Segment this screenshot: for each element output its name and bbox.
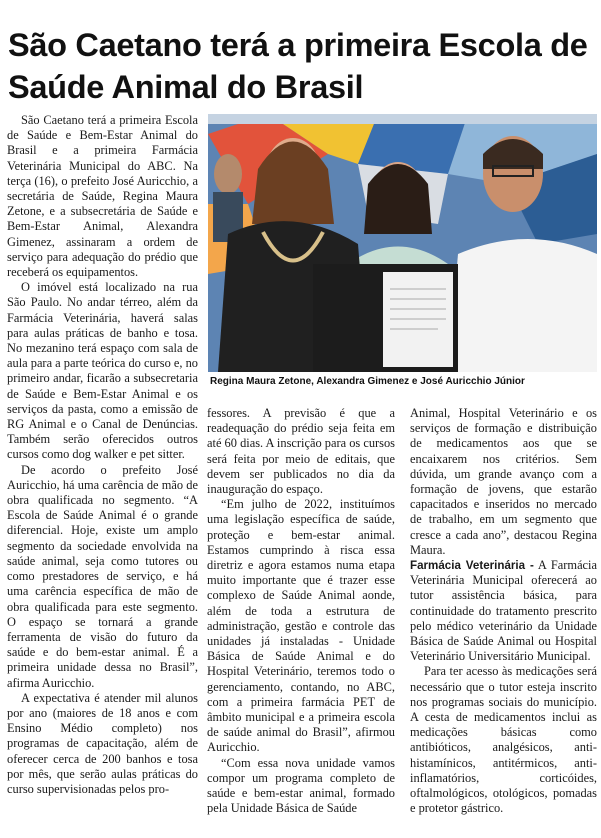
photo-illustration: [208, 114, 597, 372]
paragraph: Animal, Hospital Veterinário e os serviços de formação e distribuição de medicamentos aos que se encaixarem nos critérios. Sem dúvida, um grande avanço com a formação de jovens, que estarão capacitados e inseridos no mercado de trabalho, em um segmento que cresce a cada ano”, destacou Regina Maura.: [410, 406, 597, 557]
article-column-2: [207, 406, 395, 816]
article-column-1: [7, 113, 198, 797]
paragraph: “Com essa nova unidade vamos compor um programa completo de saúde e bem-estar animal, formado pela Unidade Básica de Saúde: [207, 755, 395, 816]
paragraph: Para ter acesso às medicações será necessário que o tutor esteja inscrito nos programas sociais do município. A cesta de medicamentos inclui as medicações básicas como antibióticos, analgésicos, anti-histamínicos, antitérmicos, anti-inflamatórios, corticóides, oftalmológicos, otológicos, pomadas e protetor gástrico.: [410, 664, 597, 816]
section-lead: Farmácia Veterinária -: [410, 559, 534, 573]
paragraph: De acordo o prefeito José Auricchio, há uma carência de mão de obra qualificada no segmento. “A Escola de Saúde Animal é o grande diferencial. Hoje, existe um amplo segmento da sociedade envolvida na saúde animal, seja como tutores ou como prestadores de serviço, e há uma carência específica de mão de obra qualificada para este segmento. O espaço se tornará a grande ferramenta de visão do futuro da saúde e do bem-estar animal. É a primeira unidade dessa no Brasil”, afirma Auricchio.: [7, 462, 198, 690]
paragraph: O imóvel está localizado na rua São Paulo. No andar térreo, além da Farmácia Veterinária, haverá salas para aulas práticas de banho e tosa. No mezanino terá espaço com sala de aula para a parte teórica do curso e, no primeiro andar, ficarão a subsecretaria de Saúde e Bem-Estar Animal e os serviços da pasta, como a emissão de RG Animal e o Canal de Denúncias. Também serão oferecidos outros cursos como dog walker e pet sitter.: [7, 280, 198, 462]
section-lead-text: A Farmácia Veterinária Municipal oferecerá ao tutor assistência básica, para continuidade do tratamento prescrito pelo médico veterinário da Unidade Básica de Saúde Animal ou Hospital Veterinário Universitário Municipal.: [410, 558, 598, 664]
article-column-3: [410, 406, 597, 816]
paragraph: A expectativa é atender mil alunos por ano (maiores de 18 anos e com Ensino Médio completo) nos programas de capacitação, além de oferecer cerca de 200 banhos e tosa por mês, que serão aulas práticas do curso supervisionadas pelos pro-: [7, 690, 198, 796]
photo-caption: Regina Maura Zetone, Alexandra Gimenez e José Auricchio Júnior: [210, 376, 525, 387]
paragraph: fessores. A previsão é que a readequação do prédio seja feita em até 60 dias. A inscrição para os cursos será feita por meio de editais, que devem ser publicados no dia da inauguração do espaço.: [207, 406, 395, 497]
paragraph: “Em julho de 2022, instituímos uma legislação específica de saúde, proteção e bem-estar animal. Estamos cumprindo à risca essa diretriz e agora estamos numa etapa muito importante que é trazer esse complexo de Saúde Animal aonde, além de toda a estrutura de administração, gestão e controle das unidades já instaladas - Unidade Básica de Saúde Animal e do Hospital Veterinário, teremos todo o gerenciamento, contando, no ABC, com a primeira farmácia PET de âmbito municipal e a primeira escola de saúde animal do Brasil”, afirmou Auricchio.: [207, 497, 395, 755]
news-photo: [208, 114, 597, 372]
paragraph: São Caetano terá a primeira Escola de Saúde e Bem-Estar Animal do Brasil e a primeira Farmácia Veterinária Municipal do ABC. Na terça (16), o prefeito José Auricchio, a secretária de Saúde, Regina Maura Zetone, e a subsecretária de Saúde e Bem-Estar Animal, Alexandra Gimenez, assinaram a ordem de serviço para adequação do prédio que receberá os equipamentos.: [7, 113, 198, 280]
headline: São Caetano terá a primeira Escola de Saúde Animal do Brasil: [8, 26, 588, 105]
paragraph: [410, 558, 597, 664]
